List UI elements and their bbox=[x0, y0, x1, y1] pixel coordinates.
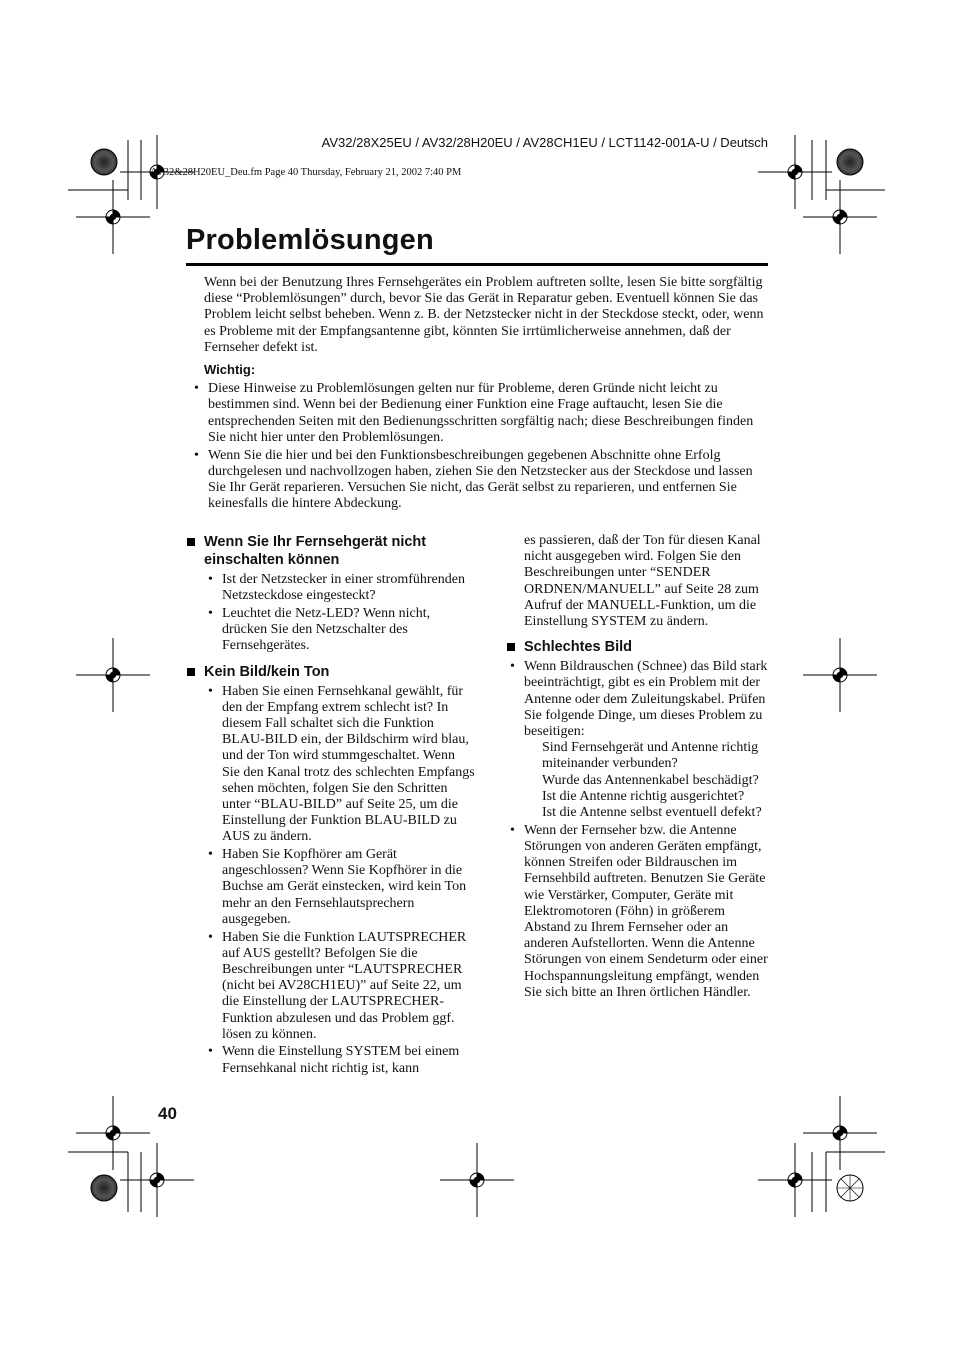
check-item: Ist die Antenne richtig ausgerichtet? bbox=[542, 788, 745, 804]
power-list bbox=[186, 572, 476, 655]
model-header: AV32/28X25EU / AV32/28H20EU / AV28CH1EU / LCT1142-001A-U / Deutsch bbox=[321, 135, 768, 150]
list-item: • Wenn Sie die hier und bei den Funktionsbeschreibungen gegebenen Abschnitte ohne Erfolg durchgelesen und nachvollzogen haben, ziehen Sie den Netzstecker aus der Steckdose und lassen Sie Ihr Gerät reparieren. Versuchen Sie nicht, das Gerät selbst zu reparieren, und entfernen Sie keinesfalls die hintere Abdeckung. bbox=[194, 447, 753, 512]
section-heading: Wenn Sie Ihr Fernsehgerät nicht einschalten können bbox=[186, 533, 476, 569]
list-item: • Haben Sie die Funktion LAUTSPRECHER auf AUS gestellt? Befolgen Sie die Beschreibungen unter “LAUTSPRECHER (nicht bei AV28CH1EU)” auf Seite 22, um die Einstellung der LAUTSPRECHER-Funktion abzulesen und das Problem ggf. lösen zu können. bbox=[208, 929, 467, 1042]
intro-block bbox=[194, 275, 770, 514]
square-bullet-icon bbox=[187, 538, 195, 546]
no-picture-list bbox=[186, 684, 476, 1077]
check-item: Wurde das Antennenkabel beschädigt? bbox=[542, 772, 759, 788]
intro-paragraph: Wenn bei der Benutzung Ihres Fernsehgerätes ein Problem auftreten sollte, lesen Sie bitte sorgfältig diese “Problemlösungen” durch, bevor Sie das Gerät in Reparatur geben. Eventuell können Sie das Problem leicht selbst beheben. Wenn z. B. der Netzstecker nicht in der Steckdose steckt, oder, wenn es Probleme mit der Empfangsantenne gibt, könnten Sie irrtümlicherweise annehmen, daß der Fernseher defekt ist. bbox=[204, 275, 764, 355]
section-heading: Schlechtes Bild bbox=[506, 638, 774, 656]
right-column bbox=[506, 533, 774, 1009]
section-bad-picture bbox=[506, 638, 774, 1001]
section-heading: Kein Bild/kein Ton bbox=[186, 663, 476, 681]
square-bullet-icon bbox=[507, 643, 515, 651]
list-item: • Haben Sie Kopfhörer am Gerät angeschlossen? Wenn Sie Kopfhörer in die Buchse am Gerät einstecken, wird kein Ton mehr an den Fernsehlautsprechern ausgegeben. bbox=[208, 847, 467, 927]
check-item: Ist die Antenne selbst eventuell defekt? bbox=[542, 805, 762, 821]
list-item: • Wenn Bildrauschen (Schnee) das Bild stark beeinträchtigt, gibt es ein Problem mit der Antenne oder dem Zuleitungskabel. Prüfen Sie folgende Dinge, um dieses Problem zu beseitigen: Sind Fernsehgerät und Antenne richtig miteinander verbunden? Wurde das Antennenkabel beschädigt? Ist die Antenne richtig ausgerichtet? Ist die Antenne selbst eventuell defekt? bbox=[506, 659, 774, 821]
important-list bbox=[190, 381, 770, 512]
left-column bbox=[186, 533, 476, 1085]
square-bullet-icon bbox=[187, 668, 195, 676]
list-item: • Haben Sie einen Fernsehkanal gewählt, für den der Empfang extrem schlecht ist? In diesem Fall schaltet sich die Funktion BLAU-BILD ein, der Bildschirm wird blau, und der Ton wird stummgeschaltet. Wenn Sie den Kanal trotz des schlechten Empfangs sehen möchten, folgen Sie den Schritten unter “BLAU-BILD” auf Seite 25, um die Einstellung der Funktion BLAU-BILD zu AUS zu ändern. bbox=[208, 683, 475, 845]
list-item: • Diese Hinweise zu Problemlösungen gelten nur für Probleme, deren Gründe nicht leicht zu bestimmen sind. Wenn bei der Bedienung einer Funktion eine Frage auftaucht, lesen Sie die entsprechenden Seiten mit den Bedienungsschritten sorgfältig nach; diese Beschreibungen finden Sie nicht hier unter den Problemlösungen. bbox=[194, 381, 754, 445]
title-rule bbox=[186, 263, 768, 266]
section-power bbox=[186, 533, 476, 655]
continued-paragraph: es passieren, daß der Ton für diesen Kanal nicht ausgegeben wird. Folgen Sie den Beschreibungen unter “SENDER ORDNEN/MANUELL” auf Seite 28 zum Aufruf der MANUELL-Funktion, um die Einstellung SYSTEM zu ändern. bbox=[524, 533, 761, 630]
section-no-picture bbox=[186, 663, 476, 1077]
check-item: Sind Fernsehgerät und Antenne richtig miteinander verbunden? bbox=[542, 740, 759, 772]
bad-picture-list bbox=[506, 659, 774, 1001]
file-stamp: AV32&28H20EU_Deu.fm Page 40 Thursday, February 21, 2002 7:40 PM bbox=[150, 167, 462, 178]
important-label: Wichtig: bbox=[204, 362, 256, 378]
page-number: 40 bbox=[158, 1104, 177, 1123]
list-item: • Leuchtet die Netz-LED? Wenn nicht, drücken Sie den Netzschalter des Fernsehgerätes. bbox=[208, 605, 431, 654]
list-item: • Wenn die Einstellung SYSTEM bei einem Fernsehkanal nicht richtig ist, kann bbox=[208, 1044, 460, 1076]
list-item: • Wenn der Fernseher bzw. die Antenne Störungen von anderen Geräten empfängt, können Streifen oder Bildrauschen im Fernsehbild auftreten. Benutzen Sie Geräte wie Verstärker, Computer, Geräte mit Elektromotoren (Föhn) in größerem Abstand zu Ihrem Fernseher oder an anderen Aufstellorten. Wenn die Antenne Störungen von einem Sendeturm oder einer Hochspannungsleitung empfängt, wenden Sie sich bitte an Ihren örtlichen Händler. bbox=[510, 822, 768, 1000]
page-title: Problemlösungen bbox=[186, 224, 434, 256]
list-item: • Ist der Netzstecker in einer stromführenden Netzsteckdose eingesteckt? bbox=[208, 572, 465, 604]
